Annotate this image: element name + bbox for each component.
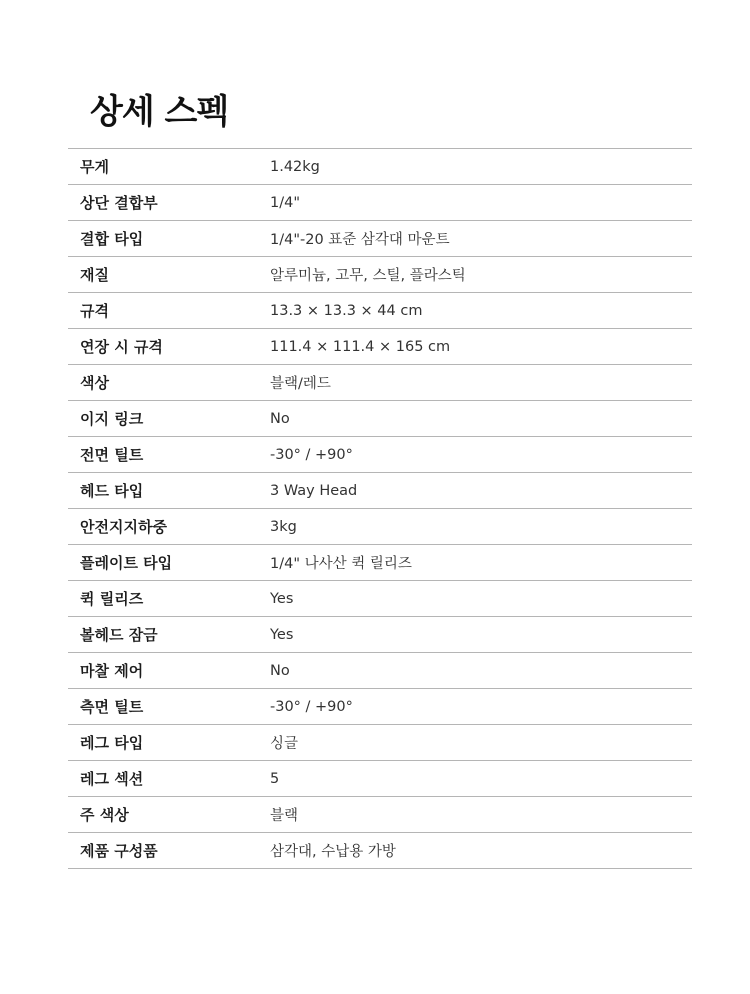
spec-row-ballhead-lock	[68, 617, 692, 653]
spec-value: Yes	[270, 626, 294, 643]
spec-value: -30° / +90°	[270, 446, 353, 463]
spec-row-top-mount	[68, 185, 692, 221]
spec-value: 1/4"	[270, 194, 301, 211]
spec-value: 1/4"-20 표준 삼각대 마운트	[270, 232, 450, 248]
spec-value: 블랙/레드	[270, 376, 331, 392]
spec-label: 플레이트 타입	[80, 554, 173, 572]
spec-value: 싱글	[270, 736, 299, 752]
spec-label: 연장 시 규격	[80, 338, 163, 356]
spec-value: 5	[270, 770, 280, 787]
spec-row-leg-sections	[68, 761, 692, 797]
spec-row-dimensions	[68, 293, 692, 329]
spec-row-quick-release	[68, 581, 692, 617]
spec-value: 3kg	[270, 518, 297, 535]
spec-row-extended-dimensions	[68, 329, 692, 365]
page-title: 상세 스펙	[90, 92, 229, 132]
spec-label: 헤드 타입	[80, 482, 144, 500]
spec-label: 마찰 제어	[80, 662, 144, 680]
spec-label: 제품 구성품	[80, 842, 158, 860]
spec-row-friction-control	[68, 653, 692, 689]
spec-row-safe-load	[68, 509, 692, 545]
spec-label: 레그 타입	[80, 734, 144, 752]
spec-row-mount-type	[68, 221, 692, 257]
spec-value: 3 Way Head	[270, 482, 358, 499]
spec-label: 이지 링크	[80, 410, 144, 428]
spec-value: No	[270, 662, 290, 679]
spec-label: 상단 결합부	[80, 194, 158, 212]
spec-label: 무게	[80, 158, 109, 176]
spec-value: Yes	[270, 590, 294, 607]
spec-row-material	[68, 257, 692, 293]
spec-label: 볼헤드 잠금	[80, 626, 158, 644]
spec-label: 재질	[80, 266, 109, 284]
spec-label: 규격	[80, 302, 109, 320]
spec-value: 111.4 × 111.4 × 165 cm	[270, 338, 451, 355]
spec-value: 블랙	[270, 808, 299, 824]
spec-row-color	[68, 365, 692, 401]
spec-row-main-color	[68, 797, 692, 833]
spec-label: 주 색상	[80, 806, 129, 824]
spec-label: 색상	[80, 374, 109, 392]
spec-row-side-tilt	[68, 689, 692, 725]
spec-label: 안전지지하중	[80, 518, 167, 536]
spec-row-head-type	[68, 473, 692, 509]
spec-label: 측면 틸트	[80, 698, 144, 716]
spec-row-package-contents	[68, 833, 692, 869]
spec-label: 결합 타입	[80, 230, 144, 248]
spec-value: No	[270, 410, 290, 427]
spec-label: 퀵 릴리즈	[80, 590, 144, 608]
spec-row-easy-link	[68, 401, 692, 437]
spec-row-leg-type	[68, 725, 692, 761]
spec-row-weight	[68, 149, 692, 185]
spec-value: 1.42kg	[270, 158, 320, 175]
spec-row-front-tilt	[68, 437, 692, 473]
spec-value: -30° / +90°	[270, 698, 353, 715]
spec-label: 레그 섹션	[80, 770, 144, 788]
spec-value: 알루미늄, 고무, 스틸, 플라스틱	[270, 268, 466, 284]
spec-value: 1/4" 나사산 퀵 릴리즈	[270, 556, 412, 572]
spec-table	[68, 148, 692, 869]
spec-row-plate-type	[68, 545, 692, 581]
spec-label: 전면 틸트	[80, 446, 144, 464]
spec-value: 삼각대, 수납용 가방	[270, 844, 396, 860]
spec-value: 13.3 × 13.3 × 44 cm	[270, 302, 423, 319]
